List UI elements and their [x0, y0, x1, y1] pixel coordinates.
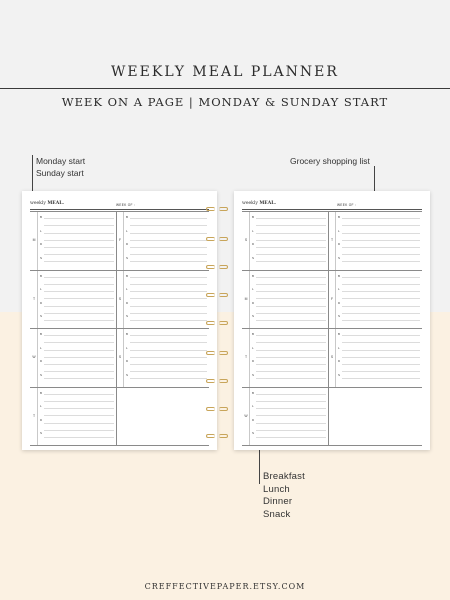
binder-ring [206, 350, 228, 356]
callout-dinner: Dinner [263, 496, 293, 507]
writing-line [256, 298, 326, 299]
page-label: weekly MEAL. [30, 201, 64, 206]
writing-line [342, 240, 420, 241]
callout-sunday-start: Sunday start [36, 168, 84, 178]
writing-line [44, 437, 114, 438]
callout-snack: Snack [263, 508, 291, 520]
writing-line [130, 277, 207, 278]
writing-line [256, 394, 326, 395]
writing-line [256, 364, 326, 365]
title-divider [0, 88, 450, 89]
meal-label-s: S [252, 431, 255, 435]
meal-label-d: D [338, 242, 341, 246]
writing-line [130, 298, 207, 299]
meal-label-l: L [252, 345, 254, 350]
writing-line [44, 335, 114, 336]
writing-line [44, 415, 114, 416]
writing-line [256, 401, 326, 402]
writing-line [44, 240, 114, 241]
planner-page-monday-start [22, 191, 217, 450]
meal-label-b: B [252, 215, 255, 219]
day-row-divider [242, 445, 422, 446]
day-label: T [32, 413, 36, 418]
day-row-divider [242, 270, 422, 271]
writing-line [256, 371, 326, 372]
meal-label-l: L [338, 345, 340, 350]
meal-label-d: D [252, 300, 255, 305]
day-label: S [244, 238, 248, 243]
day-label: M [32, 238, 36, 243]
day-row-divider [30, 445, 209, 446]
binder-ring [206, 264, 228, 270]
writing-line [256, 306, 326, 307]
meal-label-d: D [338, 300, 341, 305]
meal-label-d: D [126, 242, 129, 246]
writing-line [44, 291, 114, 292]
writing-line [342, 306, 420, 307]
writing-line [130, 306, 207, 307]
day-row-divider [242, 387, 422, 388]
writing-line [44, 233, 114, 234]
day-label: S [118, 296, 122, 301]
writing-line [342, 378, 420, 379]
writing-line [342, 357, 420, 358]
binder-ring [206, 406, 228, 412]
callout-breakfast: Breakfast [263, 471, 305, 482]
writing-line [44, 401, 114, 402]
meal-label-b: B [338, 332, 341, 336]
writing-line [342, 218, 420, 219]
header-rule [30, 209, 209, 210]
meal-label-l: L [338, 228, 340, 233]
meal-label-s: S [338, 314, 341, 318]
writing-line [130, 320, 207, 321]
planner-page-sunday-start [234, 191, 430, 450]
writing-line [44, 247, 114, 248]
writing-line [44, 364, 114, 365]
meal-label-d: D [252, 242, 255, 246]
writing-line [44, 225, 114, 226]
writing-line [342, 233, 420, 234]
meal-label-b: B [338, 273, 341, 278]
writing-line [342, 225, 420, 226]
day-label: S [118, 355, 122, 360]
writing-line [130, 225, 207, 226]
meal-label-s: S [338, 255, 341, 260]
day-label: M [244, 296, 248, 301]
writing-line [342, 254, 420, 255]
meal-label-s: S [338, 372, 341, 377]
writing-line [44, 313, 114, 314]
writing-line [130, 378, 207, 379]
writing-line [130, 261, 207, 262]
writing-line [256, 291, 326, 292]
writing-line [342, 277, 420, 278]
writing-line [342, 313, 420, 314]
meal-label-s: S [40, 372, 43, 377]
meal-label-d: D [252, 359, 255, 363]
binder-ring [206, 206, 228, 212]
week-of-label: WEEK OF : [116, 203, 136, 207]
meal-label-b: B [126, 215, 129, 219]
writing-line [256, 233, 326, 234]
writing-line [44, 378, 114, 379]
day-row-divider [242, 328, 422, 329]
meal-label-l: L [126, 228, 128, 233]
writing-line [44, 408, 114, 409]
meal-label-l: L [126, 287, 128, 291]
meal-label-s: S [252, 372, 255, 377]
meal-label-b: B [126, 273, 129, 278]
writing-line [256, 313, 326, 314]
meal-label-s: S [252, 255, 255, 260]
writing-line [256, 430, 326, 431]
day-label: T [244, 355, 248, 360]
writing-line [256, 320, 326, 321]
day-label: T [32, 296, 36, 301]
writing-line [44, 261, 114, 262]
writing-line [256, 225, 326, 226]
meal-label-l: L [338, 287, 340, 291]
callout-lunch: Lunch [263, 483, 290, 495]
writing-line [44, 277, 114, 278]
day-label: S [330, 355, 334, 360]
writing-line [130, 364, 207, 365]
writing-line [256, 254, 326, 255]
meal-label-b: B [252, 390, 255, 395]
callout-meal-types [263, 471, 305, 521]
writing-line [256, 350, 326, 351]
meal-label-d: D [126, 359, 129, 363]
writing-line [44, 254, 114, 255]
day-label-divider-right [335, 211, 336, 387]
binder-ring [206, 378, 228, 384]
day-label: T [330, 238, 334, 243]
writing-line [342, 371, 420, 372]
writing-line [44, 430, 114, 431]
meal-label-s: S [126, 314, 129, 318]
writing-line [130, 291, 207, 292]
meal-label-b: B [40, 215, 43, 219]
day-row-divider [30, 270, 209, 271]
day-row-divider [30, 211, 209, 212]
writing-line [44, 320, 114, 321]
writing-line [44, 298, 114, 299]
binder-ring [206, 433, 228, 439]
writing-line [130, 342, 207, 343]
day-label: W [32, 355, 36, 360]
meal-label-d: D [40, 300, 43, 305]
writing-line [342, 291, 420, 292]
writing-line [130, 233, 207, 234]
writing-line [256, 284, 326, 285]
writing-line [256, 261, 326, 262]
writing-line [44, 357, 114, 358]
writing-line [342, 342, 420, 343]
writing-line [342, 247, 420, 248]
writing-line [256, 415, 326, 416]
meal-label-b: B [252, 273, 255, 278]
meal-label-d: D [126, 300, 129, 305]
meal-label-l: L [252, 287, 254, 291]
writing-line [256, 240, 326, 241]
meal-label-d: D [40, 242, 43, 246]
callout-grocery-list: Grocery shopping list [290, 156, 370, 166]
writing-line [44, 306, 114, 307]
writing-line [256, 357, 326, 358]
meal-label-d: D [252, 417, 255, 422]
writing-line [342, 335, 420, 336]
writing-line [342, 364, 420, 365]
writing-line [256, 247, 326, 248]
writing-line [342, 261, 420, 262]
meal-label-d: D [40, 417, 43, 422]
meal-label-l: L [40, 228, 42, 233]
meal-label-l: L [40, 404, 42, 408]
writing-line [44, 284, 114, 285]
binder-ring [206, 292, 228, 298]
writing-line [342, 298, 420, 299]
binder-ring [206, 320, 228, 326]
writing-line [130, 371, 207, 372]
meal-label-b: B [126, 332, 129, 336]
meal-label-s: S [126, 372, 129, 377]
meal-label-s: S [40, 255, 43, 260]
writing-line [256, 218, 326, 219]
week-of-label: WEEK OF : [337, 203, 357, 207]
meal-label-b: B [252, 332, 255, 336]
writing-line [44, 350, 114, 351]
writing-line [44, 342, 114, 343]
day-row-divider [30, 328, 209, 329]
writing-line [342, 320, 420, 321]
writing-line [256, 423, 326, 424]
meal-label-l: L [40, 287, 42, 291]
meal-label-d: D [40, 359, 43, 363]
writing-line [130, 240, 207, 241]
meal-label-b: B [40, 332, 43, 336]
meal-label-l: L [126, 345, 128, 350]
meal-label-l: L [252, 228, 254, 233]
meal-label-b: B [40, 273, 43, 278]
meal-label-l: L [40, 345, 42, 350]
meal-label-d: D [338, 359, 341, 363]
writing-line [256, 277, 326, 278]
writing-line [130, 350, 207, 351]
writing-line [130, 254, 207, 255]
writing-line [130, 313, 207, 314]
binder-ring [206, 236, 228, 242]
writing-line [130, 357, 207, 358]
writing-line [342, 284, 420, 285]
writing-line [44, 423, 114, 424]
writing-line [256, 408, 326, 409]
day-label-divider-right [123, 211, 124, 387]
writing-line [44, 218, 114, 219]
writing-line [256, 437, 326, 438]
day-label: F [118, 238, 122, 243]
day-label: W [244, 413, 248, 418]
page-subtitle: WEEK ON A PAGE | MONDAY & SUNDAY START [61, 95, 389, 109]
meal-label-s: S [40, 314, 43, 318]
writing-line [256, 342, 326, 343]
callout-start-options [36, 155, 85, 179]
meal-label-s: S [252, 314, 255, 318]
meal-label-l: L [252, 404, 254, 408]
writing-line [44, 371, 114, 372]
meal-label-s: S [126, 255, 129, 260]
meal-label-b: B [40, 390, 43, 395]
header-rule [242, 209, 422, 210]
page-title: WEEKLY MEAL PLANNER [111, 64, 339, 80]
callout-monday-start: Monday start [36, 156, 86, 166]
page-label: weekly MEAL. [242, 201, 276, 206]
writing-line [130, 247, 207, 248]
writing-line [256, 335, 326, 336]
day-row-divider [242, 211, 422, 212]
writing-line [130, 218, 207, 219]
meal-label-s: S [40, 431, 43, 435]
writing-line [342, 350, 420, 351]
writing-line [44, 394, 114, 395]
writing-line [256, 378, 326, 379]
footer-shop-url: CREFFECTIVEPAPER.ETSY.COM [144, 582, 306, 591]
day-row-divider [30, 387, 209, 388]
writing-line [130, 284, 207, 285]
day-label: F [330, 296, 334, 301]
writing-line [130, 335, 207, 336]
meal-label-b: B [338, 215, 341, 219]
